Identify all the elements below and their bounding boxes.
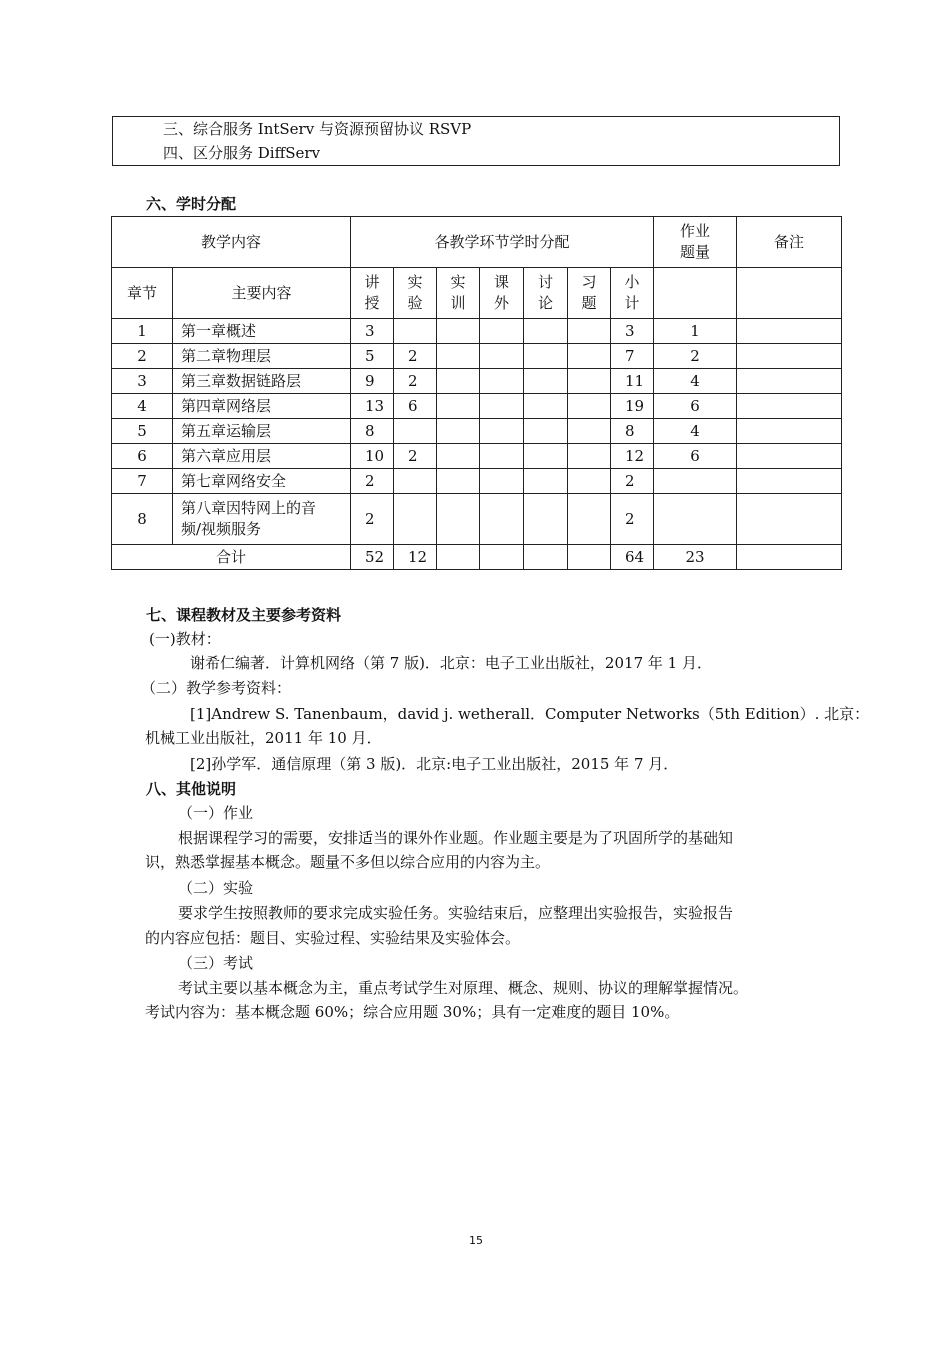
cell-subtotal: 11 xyxy=(611,369,654,394)
cell-training xyxy=(437,494,480,545)
continued-outline-box xyxy=(112,116,840,166)
cell-remarks xyxy=(737,369,842,394)
cell-exercise xyxy=(568,344,611,369)
lab-label: （二）实验 xyxy=(178,879,254,897)
cell-extracurricular xyxy=(480,369,524,394)
cell-main-content: 第六章应用层 xyxy=(173,444,351,469)
hours-table xyxy=(111,216,842,570)
cell-subtotal: 2 xyxy=(611,494,654,545)
header-lecture: 讲 授 xyxy=(351,268,394,319)
cell-chapter: 4 xyxy=(112,394,173,419)
cell-homework: 4 xyxy=(654,419,737,444)
references-label: （二）教学参考资料： xyxy=(141,679,292,697)
cell-subtotal: 8 xyxy=(611,419,654,444)
cell-discussion xyxy=(524,444,568,469)
cell-lecture: 8 xyxy=(351,419,394,444)
exam-label: （三）考试 xyxy=(178,954,254,972)
cell-remarks xyxy=(737,469,842,494)
cell-exercise xyxy=(568,469,611,494)
cell-total-exercise xyxy=(568,545,611,570)
cell-homework: 6 xyxy=(654,444,737,469)
cell-extracurricular xyxy=(480,444,524,469)
cell-main-content: 第四章网络层 xyxy=(173,394,351,419)
cell-main-content: 第七章网络安全 xyxy=(173,469,351,494)
lab-text-line2: 的内容应包括：题目、实验过程、实验结果及实验体会。 xyxy=(145,929,521,947)
header-homework-line1: 作业 xyxy=(680,222,711,240)
exam-text-line2: 考试内容为：基本概念题 60%；综合应用题 30%；具有一定难度的题目 10%。 xyxy=(145,1003,680,1021)
cell-chapter: 8 xyxy=(112,494,173,545)
header-teaching-content: 教学内容 xyxy=(112,217,351,268)
cell-lab xyxy=(394,494,437,545)
cell-homework: 4 xyxy=(654,369,737,394)
cell-homework: 1 xyxy=(654,319,737,344)
section-heading-other-notes: 八、其他说明 xyxy=(146,780,237,798)
header-discussion: 讨 论 xyxy=(524,268,568,319)
cell-lab: 2 xyxy=(394,369,437,394)
cell-lab xyxy=(394,319,437,344)
cell-chapter: 7 xyxy=(112,469,173,494)
cell-total-extracurricular xyxy=(480,545,524,570)
cell-lab: 2 xyxy=(394,444,437,469)
cell-total-lab: 12 xyxy=(394,545,437,570)
cell-total-discussion xyxy=(524,545,568,570)
cell-main-content: 第三章数据链路层 xyxy=(173,369,351,394)
cell-subtotal: 2 xyxy=(611,469,654,494)
empty-cell xyxy=(737,268,842,319)
cell-lecture: 13 xyxy=(351,394,394,419)
homework-text-line2: 识，熟悉掌握基本概念。题量不多但以综合应用的内容为主。 xyxy=(145,853,551,871)
cell-lecture: 9 xyxy=(351,369,394,394)
cell-exercise xyxy=(568,319,611,344)
cell-chapter: 3 xyxy=(112,369,173,394)
cell-lab: 6 xyxy=(394,394,437,419)
cell-extracurricular xyxy=(480,469,524,494)
cell-training xyxy=(437,469,480,494)
outline-item-intserv: 三、综合服务 IntServ 与资源预留协议 RSVP xyxy=(163,120,472,138)
cell-main-content-line1: 第八章因特网上的音 xyxy=(181,499,317,517)
cell-training xyxy=(437,319,480,344)
table-row xyxy=(112,419,842,444)
cell-lecture: 5 xyxy=(351,344,394,369)
header-subtotal: 小 计 xyxy=(611,268,654,319)
cell-homework: 2 xyxy=(654,344,737,369)
homework-text-line1: 根据课程学习的需要，安排适当的课外作业题。作业题主要是为了巩固所学的基础知 xyxy=(178,829,734,847)
table-row xyxy=(112,319,842,344)
cell-lecture: 2 xyxy=(351,494,394,545)
cell-discussion xyxy=(524,469,568,494)
cell-total-subtotal: 64 xyxy=(611,545,654,570)
cell-lab: 2 xyxy=(394,344,437,369)
cell-exercise xyxy=(568,394,611,419)
cell-main-content xyxy=(173,494,351,545)
cell-training xyxy=(437,444,480,469)
cell-training xyxy=(437,419,480,444)
cell-extracurricular xyxy=(480,419,524,444)
cell-lecture: 10 xyxy=(351,444,394,469)
cell-chapter: 6 xyxy=(112,444,173,469)
cell-total-label: 合计 xyxy=(112,545,351,570)
table-row xyxy=(112,469,842,494)
header-remarks: 备注 xyxy=(737,217,842,268)
cell-discussion xyxy=(524,319,568,344)
cell-exercise xyxy=(568,419,611,444)
header-extracurricular: 课 外 xyxy=(480,268,524,319)
table-row xyxy=(112,369,842,394)
cell-chapter: 1 xyxy=(112,319,173,344)
cell-exercise xyxy=(568,494,611,545)
cell-total-remarks xyxy=(737,545,842,570)
cell-homework xyxy=(654,494,737,545)
cell-discussion xyxy=(524,419,568,444)
reference-1-line1: [1]Andrew S. Tanenbaum，david j. wetherall．Computer Networks（5th Edition）. 北京： xyxy=(190,705,870,723)
section-heading-hours: 六、学时分配 xyxy=(146,195,237,213)
table-subheader-row xyxy=(112,268,842,319)
textbook-label: (一)教材： xyxy=(149,630,221,648)
cell-total-homework: 23 xyxy=(654,545,737,570)
header-exercise: 习 题 xyxy=(568,268,611,319)
header-training: 实 训 xyxy=(437,268,480,319)
homework-label: （一）作业 xyxy=(178,804,254,822)
cell-homework: 6 xyxy=(654,394,737,419)
header-main-content: 主要内容 xyxy=(173,268,351,319)
cell-homework xyxy=(654,469,737,494)
cell-lab xyxy=(394,419,437,444)
cell-extracurricular xyxy=(480,394,524,419)
table-row-chapter-8 xyxy=(112,494,842,545)
cell-exercise xyxy=(568,444,611,469)
cell-lecture: 3 xyxy=(351,319,394,344)
cell-main-content: 第五章运输层 xyxy=(173,419,351,444)
cell-lecture: 2 xyxy=(351,469,394,494)
empty-cell xyxy=(654,268,737,319)
cell-subtotal: 12 xyxy=(611,444,654,469)
table-body xyxy=(112,319,842,494)
cell-discussion xyxy=(524,344,568,369)
header-homework-count xyxy=(654,217,737,268)
cell-training xyxy=(437,394,480,419)
exam-text-line1: 考试主要以基本概念为主，重点考试学生对原理、概念、规则、协议的理解掌握情况。 xyxy=(178,979,749,997)
cell-main-content: 第一章概述 xyxy=(173,319,351,344)
table-header-row xyxy=(112,217,842,268)
cell-extracurricular xyxy=(480,344,524,369)
page-number: 15 xyxy=(469,1234,483,1247)
reference-2: [2]孙学军．通信原理（第 3 版)．北京:电子工业出版社，2015 年 7 月． xyxy=(190,755,679,773)
cell-extracurricular xyxy=(480,494,524,545)
cell-remarks xyxy=(737,394,842,419)
header-lab: 实 验 xyxy=(394,268,437,319)
lab-text-line1: 要求学生按照教师的要求完成实验任务。实验结束后，应整理出实验报告，实验报告 xyxy=(178,904,734,922)
table-row xyxy=(112,444,842,469)
cell-main-content-line2: 频/视频服务 xyxy=(181,520,262,538)
cell-discussion xyxy=(524,394,568,419)
cell-discussion xyxy=(524,494,568,545)
cell-extracurricular xyxy=(480,319,524,344)
cell-exercise xyxy=(568,369,611,394)
table-row xyxy=(112,394,842,419)
cell-subtotal: 19 xyxy=(611,394,654,419)
textbook-entry: 谢希仁编著．计算机网络（第 7 版)．北京：电子工业出版社，2017 年 1 月． xyxy=(190,654,712,672)
cell-total-training xyxy=(437,545,480,570)
cell-chapter: 2 xyxy=(112,344,173,369)
outline-item-diffserv: 四、区分服务 DiffServ xyxy=(163,144,321,162)
cell-remarks xyxy=(737,419,842,444)
header-hour-allocation: 各教学环节学时分配 xyxy=(351,217,654,268)
cell-remarks xyxy=(737,444,842,469)
cell-training xyxy=(437,369,480,394)
header-chapter: 章节 xyxy=(112,268,173,319)
section-heading-textbooks: 七、课程教材及主要参考资料 xyxy=(146,606,342,624)
cell-lab xyxy=(394,469,437,494)
cell-total-lecture: 52 xyxy=(351,545,394,570)
cell-subtotal: 3 xyxy=(611,319,654,344)
cell-remarks xyxy=(737,494,842,545)
table-row-total xyxy=(112,545,842,570)
cell-training xyxy=(437,344,480,369)
cell-main-content: 第二章物理层 xyxy=(173,344,351,369)
header-homework-line2: 题量 xyxy=(680,243,711,261)
cell-discussion xyxy=(524,369,568,394)
table-row xyxy=(112,344,842,369)
cell-chapter: 5 xyxy=(112,419,173,444)
cell-subtotal: 7 xyxy=(611,344,654,369)
cell-remarks xyxy=(737,319,842,344)
cell-remarks xyxy=(737,344,842,369)
reference-1-line2: 机械工业出版社，2011 年 10 月． xyxy=(145,729,382,747)
